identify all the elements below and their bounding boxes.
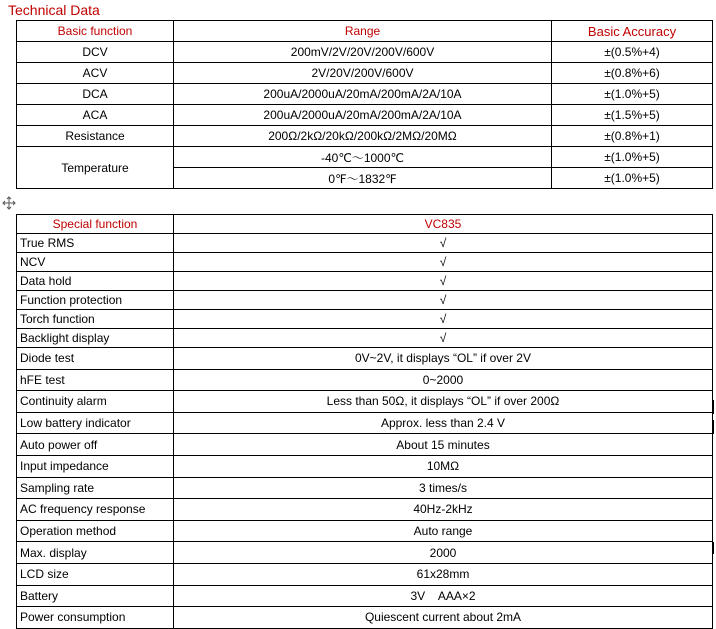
table-row [17, 434, 713, 456]
move-arrows-icon[interactable] [2, 196, 16, 210]
table-row [17, 499, 713, 521]
page-title: Technical Data [8, 2, 100, 18]
table-row [17, 455, 713, 477]
table-row [17, 84, 713, 105]
function-cell: ACA [17, 105, 174, 126]
header-basic-function: Basic function [17, 21, 174, 42]
value-cell: √ [174, 272, 713, 291]
value-cell: 40Hz-2kHz [174, 499, 713, 521]
table-row [17, 272, 713, 291]
function-cell: Power consumption [17, 607, 174, 629]
table-row [17, 291, 713, 310]
value-cell: Quiescent current about 2mA [174, 607, 713, 629]
value-cell: 2000 [174, 542, 713, 564]
function-cell: Diode test [17, 348, 174, 370]
resize-mark [712, 542, 714, 554]
table-row [17, 147, 713, 168]
function-cell: NCV [17, 253, 174, 272]
range-cell: 200mV/2V/20V/200V/600V [174, 42, 552, 63]
header-special-function: Special function [17, 215, 174, 234]
fahrenheit-accuracy-cell: ±(1.0%+5) [552, 168, 713, 189]
value-cell: 61x28mm [174, 563, 713, 585]
value-cell: √ [174, 291, 713, 310]
value-cell: 10MΩ [174, 455, 713, 477]
function-cell: DCV [17, 42, 174, 63]
value-cell: Approx. less than 2.4 V [174, 412, 713, 434]
header-basic-accuracy: Basic Accuracy [552, 21, 713, 42]
table-row [17, 391, 713, 413]
table-row [17, 253, 713, 272]
accuracy-cell: ±(1.0%+5) [552, 84, 713, 105]
value-cell: √ [174, 234, 713, 253]
function-cell: AC frequency response [17, 499, 174, 521]
resize-mark [713, 420, 714, 434]
accuracy-cell: ±(0.8%+6) [552, 63, 713, 84]
basic-function-table [16, 20, 713, 189]
function-cell: Backlight display [17, 329, 174, 348]
function-cell: Battery [17, 585, 174, 607]
function-cell: Resistance [17, 126, 174, 147]
header-model: VC835 [174, 215, 713, 234]
function-cell: Input impedance [17, 455, 174, 477]
table-row [17, 520, 713, 542]
function-cell: True RMS [17, 234, 174, 253]
function-cell: Low battery indicator [17, 412, 174, 434]
value-cell: 0~2000 [174, 369, 713, 391]
table-row [17, 369, 713, 391]
value-cell: 0V~2V, it displays “OL” if over 2V [174, 348, 713, 370]
function-cell: Sampling rate [17, 477, 174, 499]
table-row [17, 234, 713, 253]
table-row [17, 607, 713, 629]
table-header-row [17, 21, 713, 42]
function-cell: Operation method [17, 520, 174, 542]
value-cell: Auto range [174, 520, 713, 542]
celsius-accuracy-cell: ±(1.0%+5) [552, 147, 713, 168]
value-cell: √ [174, 329, 713, 348]
accuracy-cell: ±(0.8%+1) [552, 126, 713, 147]
value-cell: About 15 minutes [174, 434, 713, 456]
function-cell: Auto power off [17, 434, 174, 456]
value-cell: 3V AAA×2 [174, 585, 713, 607]
fahrenheit-range-cell: 0℉～1832℉ [174, 168, 552, 189]
special-function-table [16, 214, 713, 629]
function-cell: Torch function [17, 310, 174, 329]
function-cell: ACV [17, 63, 174, 84]
table-row [17, 585, 713, 607]
table-row [17, 329, 713, 348]
value-cell: √ [174, 253, 713, 272]
function-cell: Continuity alarm [17, 391, 174, 413]
value-cell: 3 times/s [174, 477, 713, 499]
table-row [17, 63, 713, 84]
value-cell: √ [174, 310, 713, 329]
resize-mark [713, 400, 714, 414]
function-cell: LCD size [17, 563, 174, 585]
range-cell: 200uA/2000uA/20mA/200mA/2A/10A [174, 105, 552, 126]
table-row [17, 348, 713, 370]
header-range: Range [174, 21, 552, 42]
accuracy-cell: ±(1.5%+5) [552, 105, 713, 126]
accuracy-cell: ±(0.5%+4) [552, 42, 713, 63]
function-cell: Function protection [17, 291, 174, 310]
temperature-function-cell: Temperature [17, 147, 174, 189]
range-cell: 200Ω/2kΩ/20kΩ/200kΩ/2MΩ/20MΩ [174, 126, 552, 147]
value-cell: Less than 50Ω, it displays “OL” if over 200Ω [174, 391, 713, 413]
function-cell: DCA [17, 84, 174, 105]
table-row [17, 542, 713, 564]
table-header-row [17, 215, 713, 234]
range-cell: 2V/20V/200V/600V [174, 63, 552, 84]
function-cell: Max. display [17, 542, 174, 564]
celsius-range-cell: -40℃～1000℃ [174, 147, 552, 168]
table-row [17, 310, 713, 329]
table-row [17, 126, 713, 147]
table-row [17, 105, 713, 126]
table-row [17, 563, 713, 585]
table-row [17, 412, 713, 434]
range-cell: 200uA/2000uA/20mA/200mA/2A/10A [174, 84, 552, 105]
function-cell: hFE test [17, 369, 174, 391]
function-cell: Data hold [17, 272, 174, 291]
table-row [17, 42, 713, 63]
table-row [17, 477, 713, 499]
